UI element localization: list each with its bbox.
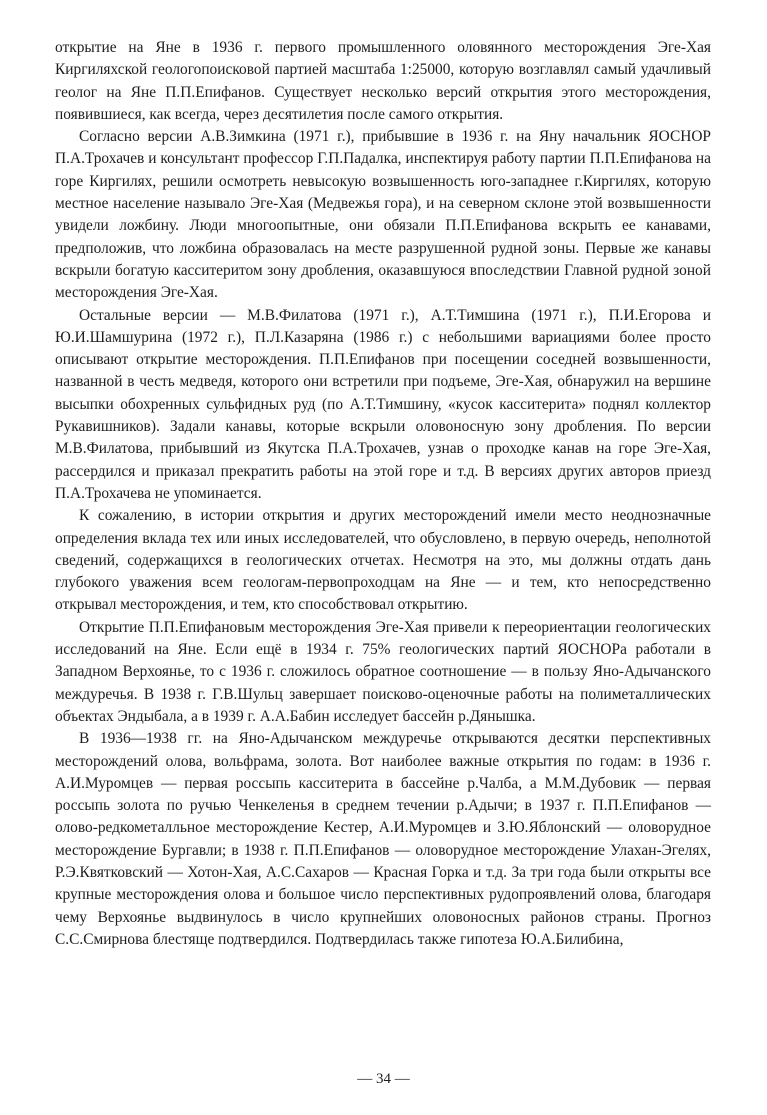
paragraph-5: Открытие П.П.Епифановым месторождения Эге-Хая привели к переориентации геологических исследований на Яне. Если ещё в 1934 г. 75% геологических партий ЯОСНОРа работали в Западном Верхоянье, то с 1936 г. сложилось обратное соотношение — в пользу Яно-Адычанского междуречья. В 1938 г. Г.В.Шульц завершает поисково-оценочные работы на полиметаллических объектах Эндыбала, а в 1939 г. А.А.Бабин исследует бассейн р.Дянышка. <box>55 618 711 725</box>
paragraph-2: Согласно версии А.В.Зимкина (1971 г.), прибывшие в 1936 г. на Яну начальник ЯОСНОР П.А.Трохачев и консультант профессор Г.П.Падалка, инспектируя работу партии П.П.Епифанова на горе Киргилях, решили осмотреть невысокую возвышенность юго-западнее г.Киргилях, которую местное население называло Эге-Хая (Медвежья гора), и на северном склоне этой возвышенности увидели ложбину. Люди многоопытные, они обязали П.П.Епифанова вскрыть ее канавами, предположив, что ложбина образовалась на месте разрушенной рудной зоны. Первые же канавы вскрыли богатую касситеритом зону дробления, оказавшуюся впоследствии Главной рудной зоной месторождения Эге-Хая. <box>55 128 711 302</box>
paragraph-1: открытие на Яне в 1936 г. первого промышленного оловянного месторождения Эге-Хая Киргиляхской геологопоисковой партией масштаба 1:25000, которую возглавлял самый удачливый геолог на Яне П.П.Епифанов. Существует несколько версий открытия этого месторождения, появившиеся, как всегда, через десятилетия после самого открытия. <box>55 39 711 123</box>
paragraph-6: В 1936—1938 гг. на Яно-Адычанском междуречье открываются десятки перспективных месторождений олова, вольфрама, золота. Вот наиболее важные открытия по годам: в 1936 г. А.И.Муромцев — первая россыпь касситерита в бассейне р.Чалба, а М.М.Дубовик — первая россыпь золота по ручью Ченкеленья в среднем течении р.Адычи; в 1937 г. П.П.Епифанов — олово-редкометалльное месторождение Кестер, А.И.Муромцев и З.Ю.Яблонский — оловорудное месторождение Бургавли; в 1938 г. П.П.Епифанов — оловорудное месторождение Улахан-Эгелях, Р.Э.Квятковский — Хотон-Хая, А.С.Сахаров — Красная Горка и т.д. За три года были открыты все крупные месторождения олова и большое число перспективных рудопроявлений олова, благодаря чему Верхоянье выдвинулось в число крупнейших оловоносных районов страны. Прогноз С.С.Смирнова блестяще подтвердился. Подтвердилась также гипотеза Ю.А.Билибина, <box>55 730 711 948</box>
page-text <box>55 37 711 951</box>
page-number: — 34 — <box>357 1071 410 1087</box>
paragraph-4: К сожалению, в истории открытия и других месторождений имели место неоднозначные определения вклада тех или иных исследователей, что обусловлено, в первую очередь, неполнотой сведений, содержащихся в геологических отчетах. Несмотря на это, мы должны отдать дань глубокого уважения всем геологам-первопроходцам на Яне — и тем, кто непосредственно открывал месторождения, и тем, кто способствовал открытию. <box>55 507 711 614</box>
paragraph-3: Остальные версии — М.В.Филатова (1971 г.), А.Т.Тимшина (1971 г.), П.И.Егорова и Ю.И.Шамшурина (1972 г.), П.Л.Казаряна (1986 г.) с небольшими вариациями более просто описывают открытие месторождения. П.П.Епифанов при посещении соседней возвышенности, названной в честь медведя, которого они встретили при подъеме, Эге-Хая, обнаружил на вершине высыпки обохренных сульфидных руд (по А.Т.Тимшину, «кусок касситерита» поднял коллектор Рукавишников). Задали канавы, которые вскрыли оловоносную зону дробления. По версии М.В.Филатова, прибывший из Якутска П.А.Трохачев, узнав о проходке канав на горе Эге-Хая, рассердился и приказал прекратить работы на этой горе и т.д. В версиях других авторов приезд П.А.Трохачева не упоминается. <box>55 306 711 502</box>
